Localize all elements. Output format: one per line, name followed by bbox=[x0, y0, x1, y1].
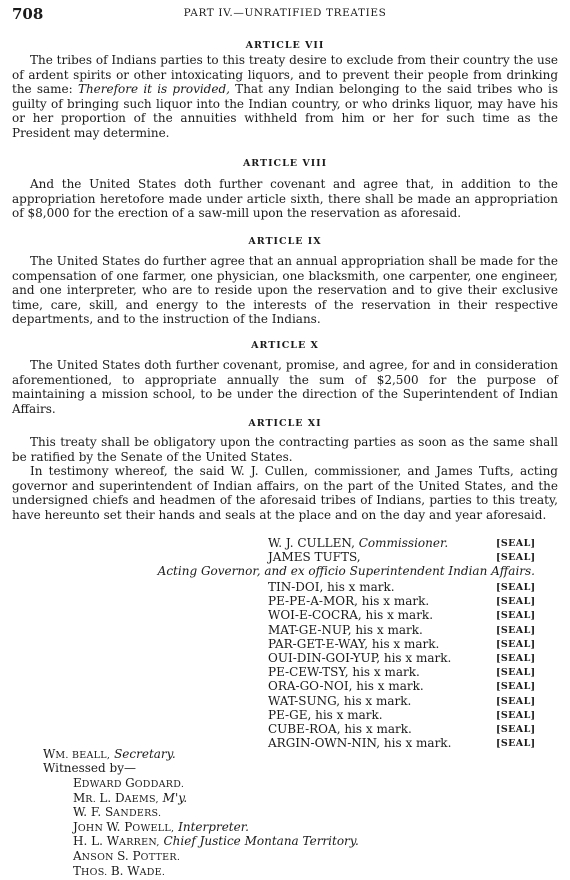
witness-name-part: ODDARD. bbox=[134, 779, 185, 790]
witness-signature bbox=[73, 776, 184, 792]
witness-name-initial: H. L. W bbox=[73, 834, 120, 849]
witness-name-initial: A bbox=[73, 849, 82, 863]
seal-mark: [SEAL] bbox=[496, 582, 536, 593]
seal-mark: [SEAL] bbox=[496, 552, 536, 563]
running-title: PART IV.—UNRATIFIED TREATIES bbox=[183, 7, 387, 19]
seal-mark: [SEAL] bbox=[496, 596, 536, 608]
witness-name-part: HOS. bbox=[81, 866, 111, 878]
witness-name-part: OWELL, bbox=[132, 822, 175, 834]
witness-name-initial: W. P bbox=[106, 819, 133, 834]
secretary-role: Secretary. bbox=[114, 747, 176, 761]
testimony-text: In testimony whereof, the said W. J. Cullen, commissioner, and James Tufts, acting governor and superintendent of Indian affairs, on the part of the United States, and the undersigned chiefs and headmen of the aforesaid tribes of Indians, parties to this treaty, have hereunto set their hands and seals at the place and on the day and year aforesaid. bbox=[12, 464, 558, 522]
article-vii-text-italic: Therefore it is provided, bbox=[77, 82, 230, 97]
signature-tufts bbox=[268, 550, 361, 564]
cullen-name: W. J. CULLEN, bbox=[268, 536, 355, 550]
article-ix-text: The United States do further agree that an annual appropriation shall be made for the compensation of one farmer, one physician, one blacksmith, one carpenter, one engineer, and one interpreter, who are to reside upon the reservation and to give their exclusive time, care, skill, and energy to the interests of the reservation in their respective departments, and to the instruction of the Indians. bbox=[12, 254, 558, 327]
chief-signature: ARGIN-OWN-NIN, his x mark. bbox=[268, 736, 452, 751]
cullen-role: Commissioner. bbox=[358, 536, 449, 550]
witness-name-part: ADE. bbox=[139, 866, 166, 878]
seal-mark: [SEAL] bbox=[496, 624, 536, 636]
seal-mark: [SEAL] bbox=[496, 653, 536, 664]
article-x-text: The United States doth further covenant, promise, and agree, for and in consideration aforementioned, to appropriate annually the sum of $2,500 for the purpose of maintaining a mission school, to be under the direction of the Superintendent of Indian Affairs. bbox=[12, 358, 558, 416]
article-vii-heading: ARTICLE VII bbox=[245, 40, 325, 51]
witness-name-initial: L. D bbox=[99, 790, 125, 805]
chief-signature: WOI-E-COCRA, his x mark. bbox=[268, 608, 434, 623]
witness-role: M'y. bbox=[162, 790, 188, 805]
witness-name-initial: M bbox=[73, 790, 86, 805]
tufts-name: JAMES TUFTS, bbox=[268, 550, 361, 564]
witness-signature bbox=[73, 834, 359, 850]
chief-signature: WAT-SUNG, his x mark. bbox=[268, 693, 412, 708]
chief-signature: MAT-GE-NUP, his x mark. bbox=[268, 622, 423, 637]
chief-signature: PAR-GET-E-WAY, his x mark. bbox=[268, 636, 440, 651]
article-vii-text bbox=[12, 53, 558, 141]
seal-mark: [SEAL] bbox=[496, 538, 536, 549]
witness-signature bbox=[73, 864, 165, 880]
witness-role: Interpreter. bbox=[178, 819, 249, 834]
chief-signature: ORA-GO-NOI, his x mark. bbox=[268, 679, 424, 694]
witnessed-by-label: Witnessed by— bbox=[43, 761, 136, 775]
witness-signature bbox=[73, 849, 180, 865]
article-viii-heading: ARTICLE VIII bbox=[242, 158, 328, 169]
signature-cullen bbox=[268, 536, 448, 550]
seal-mark: [SEAL] bbox=[496, 709, 536, 721]
witness-name-initial: J bbox=[73, 819, 78, 834]
article-xi-text: This treaty shall be obligatory upon the contracting parties as soon as the same shall be ratified by the Senate of the United States. bbox=[12, 435, 558, 464]
article-vii-text-2: That any Indian belonging to the said tribes who is guilty of bringing such liquor into the Indian country, or who drinks liquor, may have his or her proportion of the annuities withheld from him or her for such time as the President may determine. bbox=[12, 82, 558, 140]
seal-mark: [SEAL] bbox=[496, 738, 536, 750]
seal-mark: [SEAL] bbox=[496, 638, 536, 650]
article-x-heading: ARTICLE X bbox=[251, 340, 319, 351]
witness-name-initial: W. F. S bbox=[73, 805, 114, 820]
chief-signature: TIN-DOI, his x mark. bbox=[268, 580, 395, 594]
seal-mark: [SEAL] bbox=[496, 695, 536, 707]
article-vii-text-1: The tribes of Indians parties to this treaty desire to exclude from their country the use of ardent spirits or other intoxicating liquors, and to prevent their people from drinking the same: bbox=[12, 53, 558, 97]
secretary-name: M. BEALL, bbox=[55, 750, 111, 761]
witness-name-part: OHN bbox=[77, 822, 107, 834]
chief-signature: PE-PE-A-MOR, his x mark. bbox=[268, 594, 430, 609]
page-number: 708 bbox=[12, 5, 44, 23]
witness-name-initial: B. W bbox=[110, 863, 140, 878]
seal-mark: [SEAL] bbox=[496, 724, 536, 735]
witness-signature bbox=[73, 791, 187, 807]
seal-mark: [SEAL] bbox=[496, 667, 536, 679]
witness-name-initial: S. P bbox=[117, 849, 141, 863]
witness-name-initial: E bbox=[73, 776, 82, 790]
seal-mark: [SEAL] bbox=[496, 681, 536, 693]
tufts-title: Acting Governor, and ex officio Superintendent Indian Affairs. bbox=[157, 564, 535, 578]
witness-name-part: DWARD bbox=[81, 779, 126, 790]
chief-signature: CUBE-ROA, his x mark. bbox=[268, 722, 412, 736]
witness-name-part: ARREN, bbox=[119, 837, 160, 849]
witness-name-part: AEMS, bbox=[124, 793, 159, 805]
witness-name-part: R. bbox=[85, 793, 100, 805]
witness-name-part: OTTER. bbox=[140, 852, 181, 863]
witness-signature bbox=[73, 805, 161, 821]
seal-mark: [SEAL] bbox=[496, 610, 536, 622]
witness-name-initial: T bbox=[73, 863, 82, 878]
article-xi-heading: ARTICLE XI bbox=[248, 418, 322, 429]
witness-role: Chief Justice Montana Territory. bbox=[163, 834, 359, 849]
chief-signature: PE-GE, his x mark. bbox=[268, 707, 383, 722]
witness-name-part: NSON bbox=[81, 852, 118, 863]
chief-signature: OUI-DIN-GOI-YUP, his x mark. bbox=[268, 651, 452, 665]
witness-name-part: ANDERS. bbox=[113, 808, 162, 820]
article-viii-text: And the United States doth further covenant and agree that, in addition to the appropriation heretofore made under article sixth, there shall be made an appropriation of $8,000 for the erection of a saw-mill upon the reservation as aforesaid. bbox=[12, 177, 558, 221]
secretary-initial: W bbox=[43, 747, 56, 761]
article-ix-heading: ARTICLE IX bbox=[248, 236, 322, 247]
witness-name-initial: G bbox=[125, 776, 135, 790]
witness-signature bbox=[73, 820, 249, 836]
running-head bbox=[12, 5, 558, 23]
chief-signature: PE-CEW-TSY, his x mark. bbox=[268, 665, 420, 680]
